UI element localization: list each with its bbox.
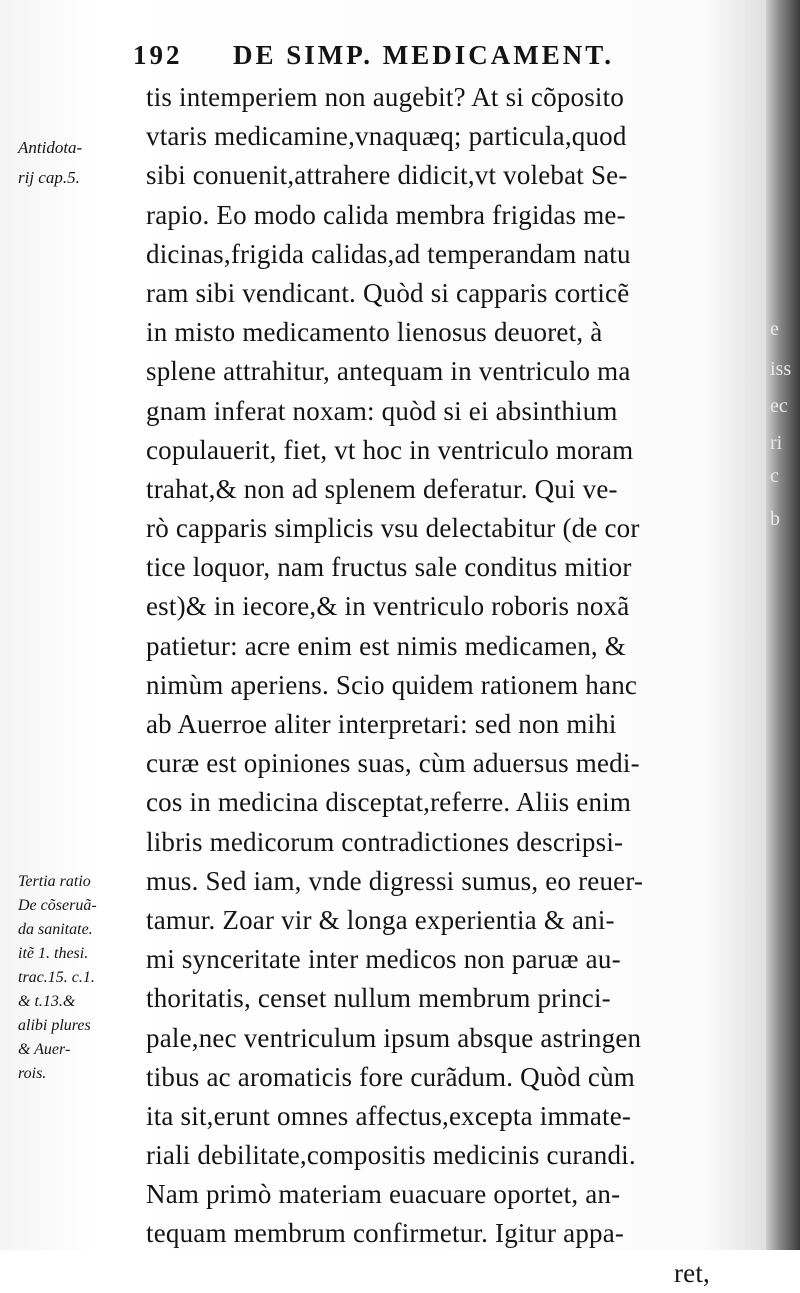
marginal-note-line: Tertia ratio — [18, 873, 91, 890]
text-line: gnam inferat noxam: quòd si ei absinthium — [146, 395, 618, 426]
text-line: patietur: acre enim est nimis medicamen, & — [146, 630, 626, 661]
edge-fragment: e — [770, 318, 779, 340]
marginal-note-line: trac.15. c.1. — [18, 969, 95, 986]
text-line: rapio. Eo modo calida membra frigidas me- — [146, 199, 626, 230]
text-line: nimùm aperiens. Scio quidem rationem hanc — [146, 669, 638, 700]
text-line: ram sibi vendicant. Quòd si capparis corticẽ — [146, 277, 630, 308]
text-line: pale,nec ventriculum ipsum absque astringen — [146, 1022, 642, 1053]
text-line: ab Auerroe aliter interpretari: sed non mihi — [146, 709, 617, 739]
text-line: libris medicorum contradictiones descripsi- — [146, 826, 624, 857]
edge-fragment: c — [770, 465, 779, 487]
text-line: in misto medicamento lienosus deuoret, à — [146, 317, 603, 348]
running-title: DE SIMP. MEDICAMENT. — [233, 40, 615, 70]
marginal-note-line: De cõseruã- — [18, 897, 97, 914]
catchword: ret, — [673, 1257, 710, 1288]
marginal-note-line: rois. — [18, 1065, 47, 1082]
text-line: ita sit,erunt omnes affectus,excepta immate- — [146, 1100, 632, 1131]
text-line: tice loquor, nam fructus sale conditus mitior — [146, 552, 632, 583]
marginal-note-line: itẽ 1. thesi. — [18, 945, 89, 962]
text-line: rò capparis simplicis vsu delectabitur (de cor — [146, 513, 640, 544]
text-line: sibi conuenit,attrahere didicit,vt volebat Se- — [146, 160, 628, 191]
marginal-note — [18, 133, 148, 193]
edge-fragment: ri — [770, 432, 783, 454]
text-line: dicinas,frigida calidas,ad temperandam natu — [146, 238, 631, 269]
text-line: riali debilitate,compositis medicinis curandi. — [146, 1140, 636, 1171]
text-line: vtaris medicamine,vnaquæq; particula,quod — [146, 121, 627, 152]
text-line: tis intemperiem non augebit? At si cõposito — [146, 82, 625, 112]
edge-fragment: iss — [770, 358, 792, 380]
marginal-note-line: alibi plures — [18, 1017, 91, 1034]
text-line: mi synceritate inter medicos non paruæ au- — [146, 944, 621, 975]
adjacent-page-edge — [766, 0, 800, 1250]
marginal-note-line: Antidota- — [18, 138, 83, 157]
marginal-note-line: & Auer- — [18, 1041, 71, 1058]
text-line: thoritatis, censet nullum membrum princi- — [146, 983, 611, 1014]
text-line: cos in medicina disceptat,referre. Aliis enim — [146, 787, 632, 818]
marginal-note — [18, 870, 148, 1086]
edge-fragment: b — [770, 508, 780, 530]
text-line: copulauerit, fiet, vt hoc in ventriculo moram — [146, 434, 634, 465]
page-number: 192 — [133, 40, 183, 70]
marginal-note-line: rij cap.5. — [18, 168, 80, 187]
marginal-note-line: da sanitate. — [18, 921, 93, 938]
body-text — [146, 78, 716, 1293]
edge-fragment: ec — [770, 395, 788, 417]
text-line: trahat,& non ad splenem deferatur. Qui ve- — [146, 473, 618, 504]
text-line: mus. Sed iam, vnde digressi sumus, eo reuer- — [146, 865, 644, 896]
text-line: Nam primò materiam euacuare oportet, an- — [146, 1179, 621, 1210]
text-line: splene attrahitur, antequam in ventriculo ma — [146, 356, 631, 387]
text-line: tibus ac aromaticis fore curãdum. Quòd cùm — [146, 1061, 635, 1092]
text-line: tequam membrum confirmetur. Igitur appa- — [146, 1218, 625, 1249]
text-line: curæ est opiniones suas, cùm aduersus medi- — [146, 748, 640, 779]
marginal-note-line: & t.13.& — [18, 993, 76, 1010]
page-header — [133, 40, 693, 80]
text-line: est)& in iecore,& in ventriculo roboris noxã — [146, 591, 630, 622]
text-line: tamur. Zoar vir & longa experientia & ani- — [146, 904, 615, 935]
